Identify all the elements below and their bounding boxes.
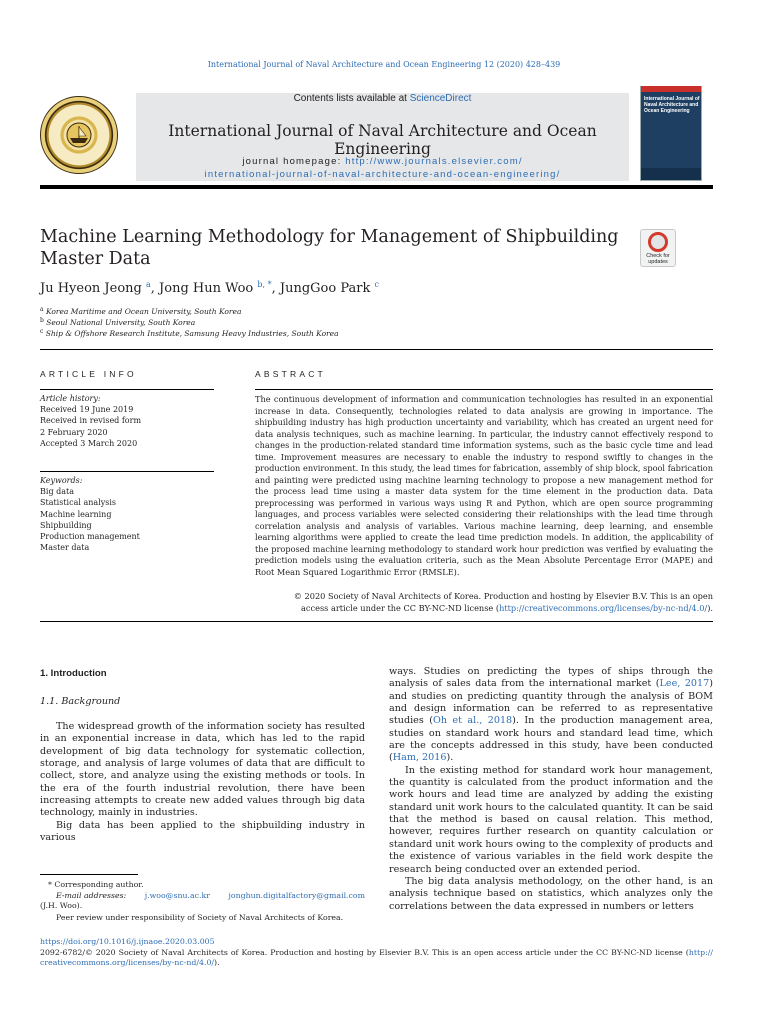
affiliation-item [40,328,339,338]
abstract-copyright [255,591,713,614]
affiliation-marker: a [40,306,44,313]
keyword-item: Production management [40,532,140,542]
keyword-item: Big data [40,487,74,497]
history-item: Accepted 3 March 2020 [40,438,138,448]
article-title-line-2: Master Data [40,249,151,269]
seal-emblem-icon [46,100,112,170]
body-text: ). [446,752,454,764]
license-line-2 [40,958,713,969]
author-affiliation-marker[interactable]: c [374,280,379,289]
body-text: ways. Studies on predicting the types of ships through the analysis of sales data from the international market ( [389,666,713,690]
doi-link[interactable]: https://doi.org/10.1016/j.ijnaoe.2020.03.005 [40,937,215,946]
peer-review-note: Peer review under responsibility of Society of Naval Architects of Korea. [56,912,344,922]
author-separator: , [271,281,280,296]
keywords [40,475,140,553]
author-name[interactable]: Jong Hun Woo [159,281,254,296]
article-info-heading: ARTICLE INFO [40,369,137,379]
article-history [40,393,141,449]
header-rule [40,185,713,189]
citation-link[interactable]: Oh et al., 2018 [432,715,513,727]
body-paragraph: Big data has been applied to the shipbuilding industry in various [40,819,365,844]
author-separator: , [150,281,160,296]
body-paragraph: The big data analysis methodology, on the other hand, is an analysis technique based on statistics, which analyzes only the correlations between the data expressed in numbers or letters [389,875,713,912]
keyword-item: Statistical analysis [40,498,117,508]
divider [40,471,214,472]
abstract-heading: ABSTRACT [255,369,326,379]
journal-homepage [136,155,629,181]
journal-title: International Journal of Naval Architecture and Ocean Engineering [168,122,597,158]
contents-prefix: Contents lists available at [293,93,410,104]
copyright-line-2 [255,603,713,615]
divider [40,621,713,622]
cover-bottom-band [641,168,701,180]
body-paragraph: In the existing method for standard work hour management, the quantity is calculated from the product information and the work hours and lead time are analyzed by adding the existing standard unit work hours to the calculated quantity. It can be said that the method is based on causal relation. This method, however, requires further research on quantity calculation or standard unit work hours owing to the complexity of products and the existence of various variables in the field work despite the research being conducted over an extended period. [389,764,713,875]
copyright-line-1: © 2020 Society of Naval Architects of Korea. Production and hosting by Elsevier B.V. This is an open [293,591,713,601]
email-link[interactable]: j.woo@snu.ac.kr [144,890,210,900]
email-owner: (J.H. Woo). [40,901,83,910]
affiliation-text: Seoul National University, South Korea [46,318,196,327]
author-list [40,280,379,296]
contents-line [136,93,629,104]
history-label: Article history: [40,394,101,403]
author-affiliation-marker[interactable]: a [146,280,151,289]
divider [40,389,214,390]
author-name[interactable]: JungGoo Park [279,281,371,296]
corresponding-author-note: * Corresponding author. [48,880,144,889]
license-link[interactable]: http://creativecommons.org/licenses/by-nc-nd/4.0/ [499,602,708,613]
affiliation-text: Korea Maritime and Ocean University, South Korea [45,307,242,316]
body-text: ) and studies on predicting quantity through the analysis of BOM and design information can be referred to as representative studies ( [389,678,713,727]
homepage-url-part-1[interactable]: http://www.journals.elsevier.com/ [345,156,523,167]
history-item: 2 February 2020 [40,427,108,437]
footer-license-link[interactable]: http:// [688,947,713,957]
abstract-text: The continuous development of information and communication technologies has resulted in an exponential increase in data. Consequently, technologies related to data analysis are growing in importance. The shipbuilding industry has high production uncertainty and variability, which has created an urgent need for data analysis techniques, such as machine learning. In particular, the industry cannot effectively respond to changes in the production-related standard time information systems, such as the basic cycle time and lead time. Improvement measures are necessary to enable the industry to respond swiftly to changes in the production environment. In this study, the lead times for fabrication, assembly of ship block, spool fabrication and painting were predicted using machine learning technology to propose a new management method for the process lead time using a master data system for the time element in the production data. Data preprocessing was performed in various ways using R and Python, which are open source programming languages, and process variables were selected considering their relationships with the lead time through correlation analysis and analysis of variables. Various machine learning, deep learning, and ensemble learning algorithms were applied to create the lead time prediction models. In addition, the applicability of the proposed machine learning methodology to standard work hour prediction was verified by evaluating the prediction models using the evaluation criteria, such as the Mean Absolute Percentage Error (MAPE) and Root Mean Squared Logarithmic Error (RMSLE). [255,394,713,577]
sciencedirect-link[interactable]: ScienceDirect [409,93,472,104]
history-item: Received in revised form [40,416,142,426]
divider [255,389,713,390]
email-line [40,891,365,902]
citation-link[interactable]: Lee, 2017 [659,678,710,690]
affiliation-item [40,317,195,327]
footer [40,937,713,969]
keyword-item: Master data [40,543,90,553]
body-paragraph [389,666,713,765]
journal-citation: International Journal of Naval Architecture and Ocean Engineering 12 (2020) 428–439 [207,60,561,69]
footer-license-link[interactable]: creativecommons.org/licenses/by-nc-nd/4.0/ [40,958,215,967]
citation-link[interactable]: Ham, 2016 [392,752,447,764]
affiliation-marker: c [40,328,44,335]
affiliation-item [40,306,241,316]
homepage-label: journal homepage: [242,156,346,167]
license-text: 2092-6782/© 2020 Society of Naval Architects of Korea. Production and hosting by Elsevier B.V. This is an open access article under the CC BY-NC-ND license ( [40,947,689,957]
email-link[interactable]: jonghun.digitalfactory@gmail.com [228,890,365,900]
affiliation-marker: b [40,317,44,324]
copyright-suffix: ). [707,602,713,613]
cover-stripe [641,86,701,92]
body-text: ). In the production management area, studies on standard work hours and standard lead time, which are the concepts addressed in this study, have been conducted ( [389,715,713,764]
affiliation-text: Ship & Offshore Research Institute, Samsung Heavy Industries, South Korea [45,329,339,338]
divider [40,349,713,350]
footnotes [40,880,365,923]
history-item: Received 19 June 2019 [40,405,134,415]
section-heading: 1. Introduction [40,668,107,679]
article-title-line-1: Machine Learning Methodology for Management of Shipbuilding [40,227,619,247]
author-name[interactable]: Ju Hyeon Jeong [40,281,142,296]
body-paragraph: The widespread growth of the information society has resulted in an exponential increase in data, which has led to the rapid development of big data technology for systematic collection, storage, and analysis of large volumes of data that are difficult to collect, store, and analyze using the existing methods or tools. In the era of the fourth industrial revolution, there have been increasing attempts to create new added values through big data technology, mainly in industries. [40,721,365,819]
check-for-updates-label: Check for updates [646,253,670,265]
license-suffix: ). [214,958,220,967]
license-line-1 [40,948,713,959]
email-label: E-mail addresses: [56,890,127,900]
cover-title: International Journal of Naval Architecture and Ocean Engineering [644,96,700,114]
right-column [389,666,713,913]
homepage-url-part-2[interactable]: international-journal-of-naval-architecture-and-ocean-engineering/ [204,169,561,180]
keyword-item: Machine learning [40,509,112,519]
subsection-heading: 1.1. Background [40,696,121,707]
author-affiliation-marker[interactable]: b, * [257,280,272,289]
left-column [40,721,365,844]
copyright-prefix: access article under the CC BY-NC-ND license ( [301,602,500,613]
article-title [40,226,620,270]
keyword-item: Shipbuilding [40,520,92,530]
keywords-label: Keywords: [40,476,83,485]
footnote-rule [40,874,138,875]
check-for-updates-icon [648,232,668,252]
